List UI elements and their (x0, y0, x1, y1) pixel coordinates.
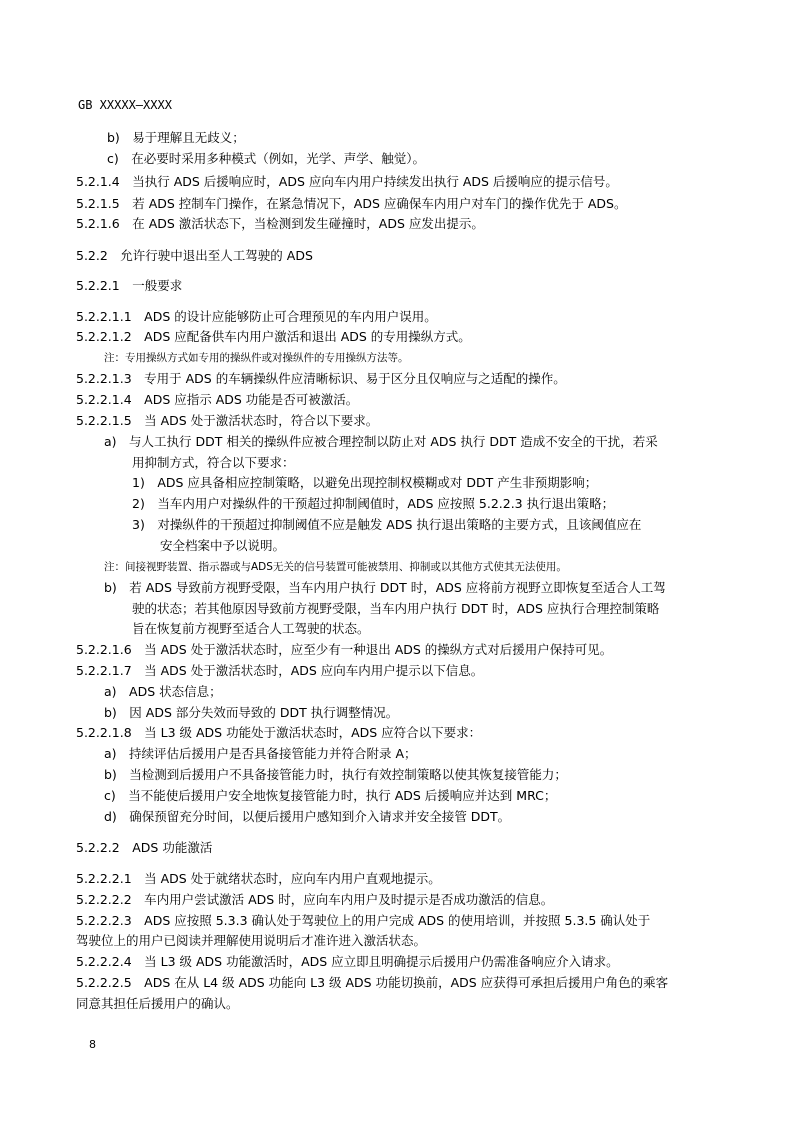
list-item-a-continued: 用抑制方式，符合以下要求： (132, 455, 295, 470)
list-item-b-continued: 驶的状态；若其他原因导致前方视野受限，当车内用户执行 DDT 时，ADS 应执行合理控制策略 (132, 601, 660, 616)
list-item-c: c) 在必要时采用多种模式（例如，光学、声学、触觉）。 (107, 151, 426, 166)
sub-item-3: 3) 对操纵件的干预超过抑制阈值不应是触发 ADS 执行退出策略的主要方式，且该阈值应在 (132, 517, 642, 532)
clause-5-2-1-6: 5.2.1.6 在 ADS 激活状态下，当检测到发生碰撞时，ADS 应发出提示。 (76, 216, 484, 231)
clause-5-2-1-4: 5.2.1.4 当执行 ADS 后援响应时，ADS 应向车内用户持续发出执行 ADS 后援响应的提示信号。 (76, 174, 618, 189)
clause-5-2-2-1-1: 5.2.2.1.1 ADS 的设计应能够防止可合理预见的车内用户误用。 (76, 309, 437, 324)
clause-5-2-1-5: 5.2.1.5 若 ADS 控制车门操作，在紧急情况下，ADS 应确保车内用户对车门的操作优先于 ADS。 (76, 196, 627, 211)
clause-5-2-2-1-5: 5.2.2.1.5 当 ADS 处于激活状态时，符合以下要求。 (76, 413, 379, 428)
sub-item-2: 2) 当车内用户对操纵件的干预超过抑制阈值时，ADS 应按照 5.2.2.3 执行退出策略； (132, 496, 615, 511)
clause-5-2-2-2-3-continued: 驾驶位上的用户已阅读并理解使用说明后才准许进入激活状态。 (76, 933, 427, 948)
note-1: 注：专用操纵方式如专用的操纵件或对操纵件的专用操纵方法等。 (104, 352, 409, 364)
list-item-b-continued: 旨在恢复前方视野至适合人工驾驶的状态。 (132, 621, 370, 636)
list-item-b: b) 当检测到后援用户不具备接管能力时，执行有效控制策略以使其恢复接管能力； (104, 767, 567, 782)
document-code-header: GB XXXXX—XXXX (78, 98, 172, 112)
sub-item-1: 1) ADS 应具备相应控制策略，以避免出现控制权模糊或对 DDT 产生非预期影响； (132, 475, 598, 490)
clause-5-2-2-2-4: 5.2.2.2.4 当 L3 级 ADS 功能激活时，ADS 应立即且明确提示后援用户仍需准备响应介入请求。 (76, 954, 619, 969)
clause-5-2-2-2-5: 5.2.2.2.5 ADS 在从 L4 级 ADS 功能向 L3 级 ADS 功能切换前，ADS 应获得可承担后援用户角色的乘客 (76, 975, 669, 990)
list-item-a: a) ADS 状态信息； (104, 684, 222, 699)
list-item-d: d) 确保预留充分时间，以便后援用户感知到介入请求并安全接管 DDT。 (104, 809, 511, 824)
clause-5-2-2-1-8: 5.2.2.1.8 当 L3 级 ADS 功能处于激活状态时，ADS 应符合以下要求： (76, 725, 482, 740)
list-item-c: c) 当不能使后援用户安全地恢复接管能力时，执行 ADS 后援响应并达到 MRC； (104, 788, 557, 803)
clause-5-2-2-2-2: 5.2.2.2.2 车内用户尝试激活 ADS 时，应向车内用户及时提示是否成功激活的信息。 (76, 892, 554, 907)
list-item-b: b) 因 ADS 部分失效而导致的 DDT 执行调整情况。 (104, 705, 399, 720)
list-item-b: b) 易于理解且无歧义； (107, 130, 245, 145)
list-item-b: b) 若 ADS 导致前方视野受限，当车内用户执行 DDT 时，ADS 应将前方视野立即恢复至适合人工驾 (104, 580, 666, 595)
clause-5-2-2-2-3: 5.2.2.2.3 ADS 应按照 5.3.3 确认处于驾驶位上的用户完成 ADS 的使用培训，并按照 5.3.5 确认处于 (76, 913, 651, 928)
clause-5-2-2-2-5-continued: 同意其担任后援用户的确认。 (76, 996, 239, 1011)
clause-5-2-2-1-6: 5.2.2.1.6 当 ADS 处于激活状态时，应至少有一种退出 ADS 的操纵方式对后援用户保持可见。 (76, 642, 613, 657)
clause-5-2-2-1-4: 5.2.2.1.4 ADS 应指示 ADS 功能是否可被激活。 (76, 392, 359, 407)
section-heading-5-2-2: 5.2.2 允许行驶中退出至人工驾驶的 ADS (76, 248, 313, 263)
clause-5-2-2-1-3: 5.2.2.1.3 专用于 ADS 的车辆操纵件应清晰标识、易于区分且仅响应与之适配的操作。 (76, 371, 566, 386)
clause-5-2-2-1-7: 5.2.2.1.7 当 ADS 处于激活状态时，ADS 应向车内用户提示以下信息。 (76, 663, 484, 678)
section-heading-5-2-2-2: 5.2.2.2 ADS 功能激活 (76, 840, 213, 855)
list-item-a: a) 持续评估后援用户是否具备接管能力并符合附录 A； (104, 746, 417, 761)
sub-item-3-continued: 安全档案中予以说明。 (160, 538, 286, 553)
section-heading-5-2-2-1: 5.2.2.1 一般要求 (76, 278, 183, 293)
list-item-a: a) 与人工执行 DDT 相关的操纵件应被合理控制以防止对 ADS 执行 DDT 造成不安全的干扰，若采 (104, 434, 658, 449)
clause-5-2-2-1-2: 5.2.2.1.2 ADS 应配备供车内用户激活和退出 ADS 的专用操纵方式。 (76, 329, 471, 344)
page-number: 8 (89, 1038, 96, 1051)
note-2: 注：间接视野装置、指示器或与ADS无关的信号装置可能被禁用、抑制或以其他方式使其无法使用。 (104, 561, 567, 573)
clause-5-2-2-2-1: 5.2.2.2.1 当 ADS 处于就绪状态时，应向车内用户直观地提示。 (76, 871, 441, 886)
